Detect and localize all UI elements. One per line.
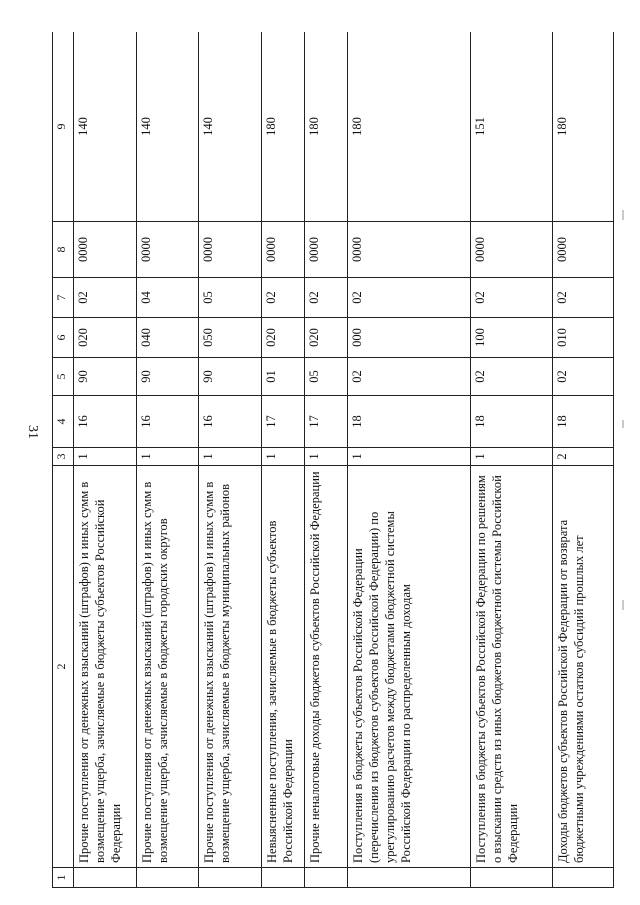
cell-program: 0000 bbox=[471, 222, 553, 278]
cell-income-name: Прочие поступления от денежных взысканий (штрафов) и иных сумм в возмещение ущерба, зачисляемые в бюджеты городских округов bbox=[136, 466, 199, 868]
scan-artifact bbox=[622, 210, 624, 220]
table-row bbox=[305, 32, 348, 888]
column-header: 7 bbox=[53, 278, 74, 318]
cell-group: 1 bbox=[471, 448, 553, 466]
cell-subarticle: 020 bbox=[74, 318, 137, 358]
cell-article: 02 bbox=[553, 358, 614, 396]
cell-element: 02 bbox=[74, 278, 137, 318]
cell-program: 0000 bbox=[305, 222, 348, 278]
cell-program: 0000 bbox=[74, 222, 137, 278]
cell-economic-code: 180 bbox=[261, 32, 304, 222]
cell-economic-code: 151 bbox=[471, 32, 553, 222]
cell-col1 bbox=[74, 868, 137, 888]
column-header: 3 bbox=[53, 448, 74, 466]
cell-col1 bbox=[348, 868, 471, 888]
cell-income-name: Поступления в бюджеты субъектов Российской Федерации (перечисления из бюджетов субъектов Российской Федерации) по урегулированию расчетов между бюджетами бюджетной системы Российской Федерации по распределенным доходам bbox=[348, 466, 471, 868]
cell-economic-code: 140 bbox=[74, 32, 137, 222]
cell-subgroup: 16 bbox=[74, 396, 137, 448]
column-header: 4 bbox=[53, 396, 74, 448]
cell-income-name: Доходы бюджетов субъектов Российской Федерации от возврата бюджетными учреждениями остатков субсидий прошлых лет bbox=[553, 466, 614, 868]
cell-element: 02 bbox=[305, 278, 348, 318]
cell-article: 02 bbox=[348, 358, 471, 396]
cell-income-name: Невыясненные поступления, зачисляемые в бюджеты субъектов Российской Федерации bbox=[261, 466, 304, 868]
cell-element: 02 bbox=[553, 278, 614, 318]
table-row bbox=[261, 32, 304, 888]
cell-program: 0000 bbox=[348, 222, 471, 278]
table-row bbox=[74, 32, 137, 888]
cell-economic-code: 180 bbox=[348, 32, 471, 222]
cell-subgroup: 18 bbox=[348, 396, 471, 448]
cell-element: 05 bbox=[199, 278, 262, 318]
cell-economic-code: 140 bbox=[136, 32, 199, 222]
table-row bbox=[471, 32, 553, 888]
cell-group: 1 bbox=[261, 448, 304, 466]
cell-article: 90 bbox=[136, 358, 199, 396]
cell-subarticle: 100 bbox=[471, 318, 553, 358]
cell-col1 bbox=[136, 868, 199, 888]
cell-group: 1 bbox=[348, 448, 471, 466]
cell-income-name: Прочие неналоговые доходы бюджетов субъектов Российской Федерации bbox=[305, 466, 348, 868]
cell-element: 02 bbox=[471, 278, 553, 318]
column-header: 9 bbox=[53, 32, 74, 222]
cell-group: 1 bbox=[305, 448, 348, 466]
cell-income-name: Поступления в бюджеты субъектов Российской Федерации по решениям о взыскании средств из иных бюджетов бюджетной системы Российской Федерации bbox=[471, 466, 553, 868]
page-number: 31 bbox=[25, 425, 40, 439]
cell-income-name: Прочие поступления от денежных взысканий (штрафов) и иных сумм в возмещение ущерба, зачисляемые в бюджеты субъектов Российской Федерации bbox=[74, 466, 137, 868]
header-row bbox=[53, 32, 74, 888]
column-header: 5 bbox=[53, 358, 74, 396]
cell-subgroup: 18 bbox=[471, 396, 553, 448]
cell-subarticle: 020 bbox=[261, 318, 304, 358]
column-header: 8 bbox=[53, 222, 74, 278]
cell-program: 0000 bbox=[553, 222, 614, 278]
cell-col1 bbox=[261, 868, 304, 888]
table-row bbox=[199, 32, 262, 888]
cell-subarticle: 050 bbox=[199, 318, 262, 358]
rotated-table-frame bbox=[52, 32, 614, 888]
budget-classification-table bbox=[52, 32, 614, 888]
column-header: 6 bbox=[53, 318, 74, 358]
cell-subarticle: 040 bbox=[136, 318, 199, 358]
cell-program: 0000 bbox=[136, 222, 199, 278]
cell-article: 05 bbox=[305, 358, 348, 396]
cell-article: 90 bbox=[74, 358, 137, 396]
cell-subgroup: 18 bbox=[553, 396, 614, 448]
cell-subgroup: 17 bbox=[261, 396, 304, 448]
cell-income-name: Прочие поступления от денежных взысканий (штрафов) и иных сумм в возмещение ущерба, зачисляемые в бюджеты муниципальных районов bbox=[199, 466, 262, 868]
cell-article: 90 bbox=[199, 358, 262, 396]
cell-group: 1 bbox=[74, 448, 137, 466]
cell-program: 0000 bbox=[199, 222, 262, 278]
scan-artifact bbox=[622, 420, 624, 428]
cell-group: 1 bbox=[199, 448, 262, 466]
scan-artifact bbox=[622, 600, 624, 610]
cell-element: 02 bbox=[348, 278, 471, 318]
column-header: 1 bbox=[53, 868, 74, 888]
cell-col1 bbox=[471, 868, 553, 888]
cell-subgroup: 16 bbox=[199, 396, 262, 448]
cell-col1 bbox=[199, 868, 262, 888]
column-header: 2 bbox=[53, 466, 74, 868]
cell-element: 04 bbox=[136, 278, 199, 318]
cell-col1 bbox=[305, 868, 348, 888]
cell-col1 bbox=[553, 868, 614, 888]
cell-subarticle: 020 bbox=[305, 318, 348, 358]
cell-subarticle: 010 bbox=[553, 318, 614, 358]
table-row bbox=[553, 32, 614, 888]
cell-group: 2 bbox=[553, 448, 614, 466]
cell-subgroup: 17 bbox=[305, 396, 348, 448]
cell-economic-code: 180 bbox=[305, 32, 348, 222]
cell-element: 02 bbox=[261, 278, 304, 318]
table-row bbox=[136, 32, 199, 888]
cell-article: 02 bbox=[471, 358, 553, 396]
cell-article: 01 bbox=[261, 358, 304, 396]
cell-program: 0000 bbox=[261, 222, 304, 278]
cell-economic-code: 180 bbox=[553, 32, 614, 222]
table-row bbox=[348, 32, 471, 888]
cell-group: 1 bbox=[136, 448, 199, 466]
cell-subgroup: 16 bbox=[136, 396, 199, 448]
cell-economic-code: 140 bbox=[199, 32, 262, 222]
cell-subarticle: 000 bbox=[348, 318, 471, 358]
